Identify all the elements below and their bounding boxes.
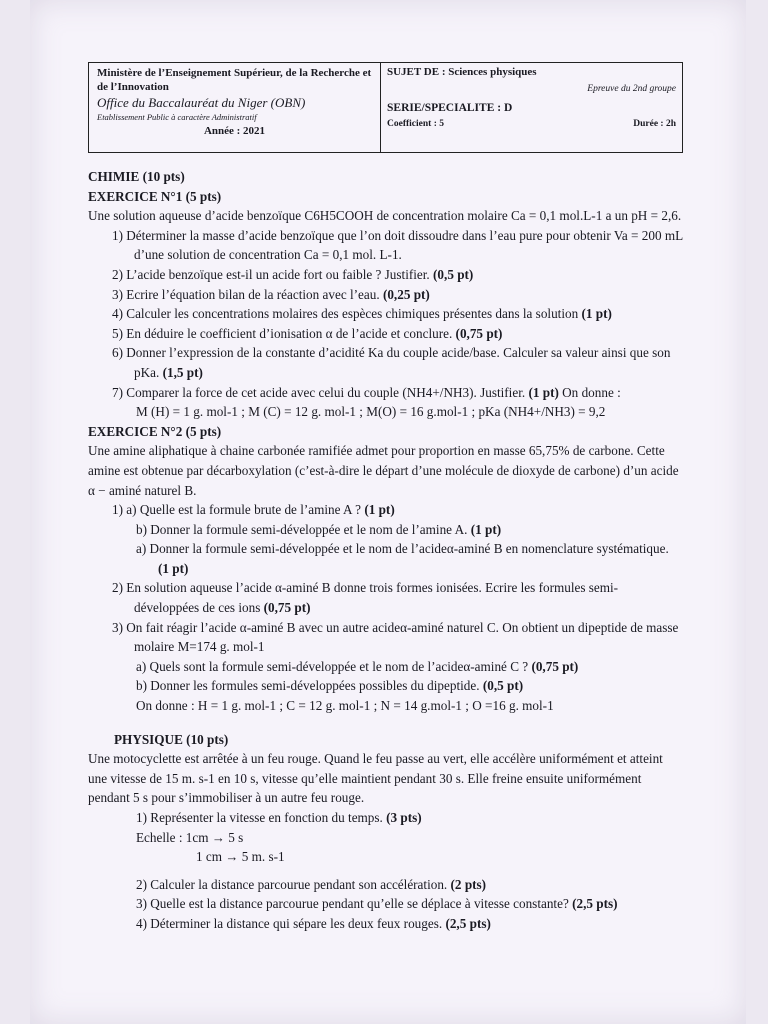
ex2-q1c-text: a) Donner la formule semi-développée et le nom de l’acideα-aminé B en nomenclature systématique.: [136, 541, 669, 557]
ex1-intro: Une solution aqueuse d’acide benzoïque C6H5COOH de concentration molaire Ca = 0,1 mol.L-1 a un pH = 2,6.: [88, 208, 682, 224]
ex1-q3: [88, 285, 683, 305]
ex2-q2: [88, 578, 683, 617]
ex2-q1b-text: b) Donner la formule semi-développée et le nom de l’amine A.: [136, 521, 468, 537]
ex1-q2-points: (0,5 pt): [433, 266, 474, 282]
ex2-intro: Une amine aliphatique à chaine carbonée ramifiée admet pour proportion en masse 65,75% de carbone. Cette amine est obtenue par décarboxylation (c’est-à-dire le départ d’une molécule de dioxyde de carbone) d’un acide α − aminé naturel B.: [88, 443, 679, 498]
ex2-q1c-points: (1 pt): [158, 560, 189, 576]
ex2-q3: 3) On fait réagir l’acide α-aminé B avec un autre acideα-aminé naturel C. On obtient un dipeptide de masse molaire M=174 g. mol-1: [112, 619, 679, 655]
phys-q1-text: 1) Représenter la vitesse en fonction du temps.: [136, 810, 383, 825]
header-box: [88, 62, 683, 153]
ex1-q2-text: 2) L’acide benzoïque est-il un acide fort ou faible ? Justifier.: [112, 266, 430, 282]
exam-page: [88, 62, 683, 934]
phys-echelle-2: 1 cm → 5 m. s-1: [196, 849, 285, 865]
ex2-q2-text: 2) En solution aqueuse l’acide α-aminé B donne trois formes ionisées. Ecrire les formules semi-développées de ces ions: [112, 580, 619, 616]
header-right: [381, 63, 682, 152]
chimie-title: CHIMIE (10 pts): [88, 169, 185, 184]
ex2-q1b-points: (1 pt): [470, 521, 502, 537]
ex2-q1a-text: 1) a) Quelle est la formule brute de l’amine A ?: [112, 502, 362, 518]
phys-q4-text: 4) Déterminer la distance qui sépare les deux feux rouges.: [136, 915, 443, 931]
ex2-q2-points: (0,75 pt): [263, 600, 311, 616]
ex2-q1a-points: (1 pt): [364, 502, 395, 518]
ex1-q4-points: (1 pt): [581, 306, 612, 322]
phys-q1: [88, 808, 683, 828]
ex2-q1c: [88, 539, 683, 578]
ex2-q3a-points: (0,75 pt): [531, 658, 579, 674]
phys-q2-text: 2) Calculer la distance parcourue pendant son accélération.: [136, 876, 448, 892]
ex2-q3-data: On donne : H = 1 g. mol-1 ; C = 12 g. mol-1 ; N = 14 g.mol-1 ; O =16 g. mol-1: [136, 698, 554, 714]
coefficient-label: Coefficient : 5: [387, 118, 444, 129]
phys-q3: [88, 894, 683, 914]
epreuve-label: Epreuve du 2nd groupe: [587, 83, 676, 94]
ex1-q6-points: (1,5 pt): [162, 364, 203, 380]
subject-label: SUJET DE : Sciences physiques: [387, 66, 537, 78]
duration-label: Durée : 2h: [633, 118, 676, 129]
phys-q3-points: (2,5 pts): [572, 896, 618, 912]
ministry-name: Ministère de l’Enseignement Supérieur, de la Recherche et de l’Innovation: [97, 67, 372, 93]
ex1-q1: 1) Déterminer la masse d’acide benzoïque que l’on doit dissoudre dans l’eau pure pour obtenir Va = 200 mL d’une solution de concentration Ca = 0,1 mol. L-1.: [112, 227, 683, 263]
phys-q1-points: (3 pts): [386, 810, 422, 825]
ex1-q7: [88, 383, 683, 403]
etablissement-label: Etablissement Public à caractère Administratif: [97, 112, 257, 122]
office-name: Office du Baccalauréat du Niger (OBN): [97, 95, 306, 110]
phys-q4: [88, 914, 683, 934]
ex1-q6: [88, 343, 683, 382]
physique-intro: Une motocyclette est arrêtée à un feu rouge. Quand le feu passe au vert, elle accélère uniformément et atteint une vitesse de 15 m. s-1 en 10 s, vitesse qu’elle maintient pendant 30 s. Elle freine ensuite uniformément pendant 5 s pour s’immobiliser à un autre feu rouge.: [88, 751, 663, 806]
ex1-title: EXERCICE N°1 (5 pts): [88, 188, 222, 204]
ex1-q2: [88, 265, 683, 285]
physique-title: PHYSIQUE (10 pts): [114, 731, 229, 747]
ex1-q4: [88, 304, 683, 324]
ex1-q3-points: (0,25 pt): [382, 286, 430, 302]
phys-q3-text: 3) Quelle est la distance parcourue pendant qu’elle se déplace à vitesse constante?: [136, 896, 569, 912]
serie-label: SERIE/SPECIALITE : D: [387, 102, 513, 114]
phys-q2: [88, 875, 683, 895]
ex2-title: EXERCICE N°2 (5 pts): [88, 423, 222, 439]
ex1-q7-data: M (H) = 1 g. mol-1 ; M (C) = 12 g. mol-1 ; M(O) = 16 g.mol-1 ; pKa (NH4+/NH3) = 9,2: [136, 404, 606, 420]
ex1-q7-text: 7) Comparer la force de cet acide avec celui du couple (NH4+/NH3). Justifier.: [112, 384, 526, 400]
ex1-q3-text: 3) Ecrire l’équation bilan de la réaction avec l’eau.: [112, 286, 380, 302]
header-left: [89, 63, 381, 152]
ex1-q5-points: (0,75 pt): [455, 325, 503, 341]
ex2-q3b-points: (0,5 pt): [482, 678, 524, 694]
ex2-q1b: [88, 520, 683, 540]
year-label: Année : 2021: [203, 124, 266, 137]
ex2-q3b: [88, 676, 683, 696]
phys-echelle: Echelle : 1cm → 5 s: [136, 829, 244, 845]
ex2-q3b-text: b) Donner les formules semi-développées possibles du dipeptide.: [136, 678, 480, 694]
ex1-q6-text: 6) Donner l’expression de la constante d’acidité Ka du couple acide/base. Calculer sa valeur ainsi que son pKa.: [112, 345, 671, 380]
ex1-q4-text: 4) Calculer les concentrations molaires des espèces chimiques présentes dans la solution: [112, 306, 579, 322]
ex2-q1a: [88, 500, 683, 520]
ex1-q7-donne: On donne :: [562, 384, 621, 400]
ex1-q5: [88, 324, 683, 344]
ex2-q3a: [88, 657, 683, 677]
ex1-q7-points: (1 pt): [528, 384, 559, 400]
ex1-q5-text: 5) En déduire le coefficient d’ionisation α de l’acide et conclure.: [112, 325, 453, 341]
phys-q2-points: (2 pts): [450, 876, 487, 892]
phys-q4-points: (2,5 pts): [445, 915, 491, 931]
ex2-q3a-text: a) Quels sont la formule semi-développée et le nom de l’acideα-aminé C ?: [136, 658, 529, 674]
